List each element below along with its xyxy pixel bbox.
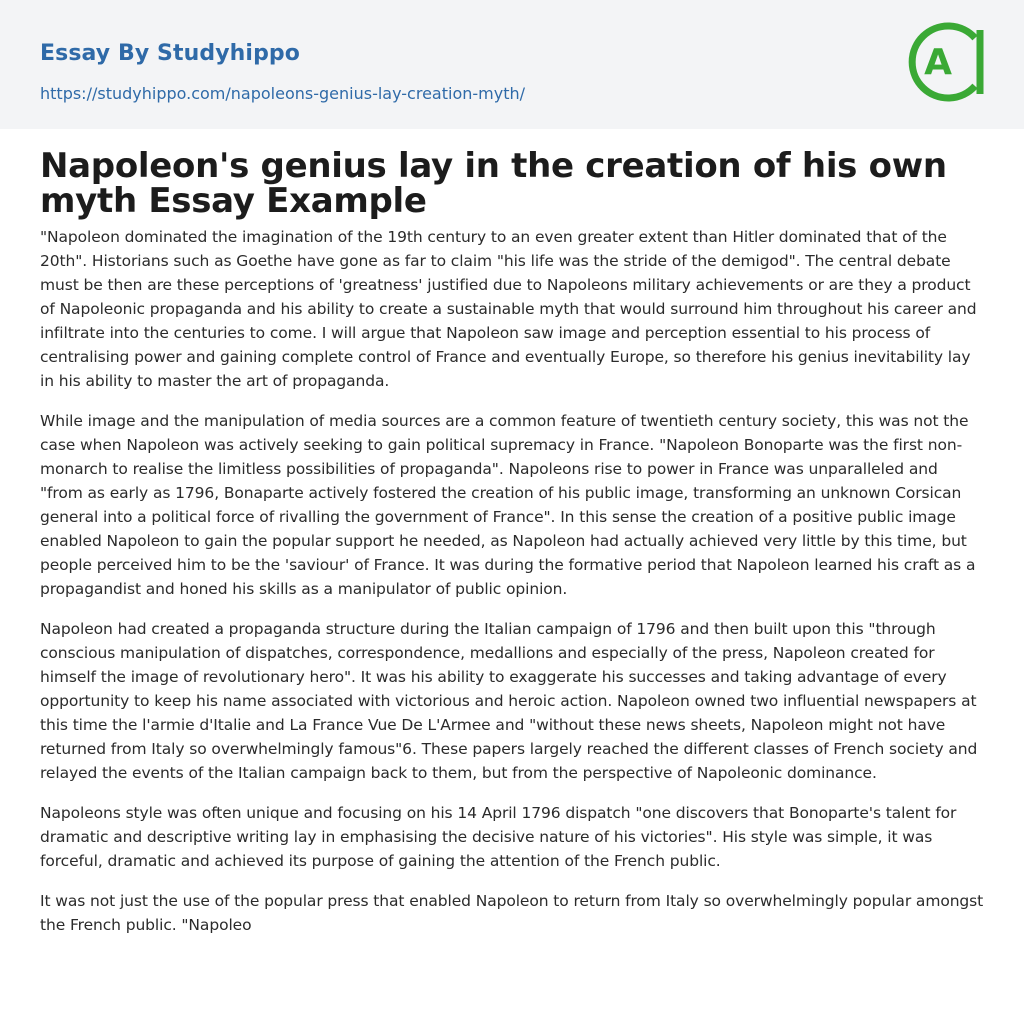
studyhippo-logo-icon[interactable]: [908, 18, 988, 106]
site-header: [0, 0, 1024, 129]
article-body: [0, 146, 1024, 937]
article-title: Napoleon's genius lay in the creation of his own myth Essay Example: [40, 146, 947, 221]
paragraph-5: It was not just the use of the popular press that enabled Napoleon to return from Italy so overwhelmingly popular amongst the French public. "Napoleo: [40, 892, 984, 934]
paragraph-1: "Napoleon dominated the imagination of the 19th century to an even greater extent than Hitler dominated that of the 20th". Historians such as Goethe have gone as far to claim "his life was the stride of the demigod". The central debate must be then are these perceptions of 'greatness' justified due to Napoleons military achievements or are they a product of Napoleonic propaganda and his ability to create a sustainable myth that would surround him throughout his career and infiltrate into the centuries to come. I will argue that Napoleon saw image and perception essential to his process of centralising power and gaining complete control of France and eventually Europe, so therefore his genius inevitability lay in his ability to master the art of propaganda.: [40, 228, 977, 390]
paragraph-4: Napoleons style was often unique and focusing on his 14 April 1796 dispatch "one discovers that Bonoparte's talent for dramatic and descriptive writing lay in emphasising the decisive nature of his victories". His style was simple, it was forceful, dramatic and achieved its purpose of gaining the attention of the French public.: [40, 804, 957, 870]
source-url-link[interactable]: https://studyhippo.com/napoleons-genius-lay-creation-myth/: [40, 84, 525, 103]
paragraph-2: While image and the manipulation of media sources are a common feature of twentieth century society, this was not the case when Napoleon was actively seeking to gain political supremacy in France. "Napoleon Bonoparte was the first non-monarch to realise the limitless possibilities of propaganda". Napoleons rise to power in France was unparalleled and "from as early as 1796, Bonaparte actively fostered the creation of his public image, transforming an unknown Corsican general into a political force of rivalling the government of France". In this sense the creation of a positive public image enabled Napoleon to gain the popular support he needed, as Napoleon had actually achieved very little by this time, but people perceived him to be the 'saviour' of France. It was during the formative period that Napoleon learned his craft as a propagandist and honed his skills as a manipulator of public opinion.: [40, 412, 976, 598]
logo-letter: A: [924, 42, 952, 83]
site-brand[interactable]: Essay By Studyhippo: [40, 41, 300, 66]
paragraph-3: Napoleon had created a propaganda structure during the Italian campaign of 1796 and then built upon this "through conscious manipulation of dispatches, correspondence, medallions and especially of the press, Napoleon created for himself the image of revolutionary hero". It was his ability to exaggerate his successes and taking advantage of every opportunity to keep his name associated with victorious and heroic action. Napoleon owned two influential newspapers at this time the l'armie d'Italie and La France Vue De L'Armee and "without these news sheets, Napoleon might not have returned from Italy so overwhelmingly famous"6. These papers largely reached the different classes of French society and relayed the events of the Italian campaign back to them, but from the perspective of Napoleonic dominance.: [40, 620, 978, 782]
